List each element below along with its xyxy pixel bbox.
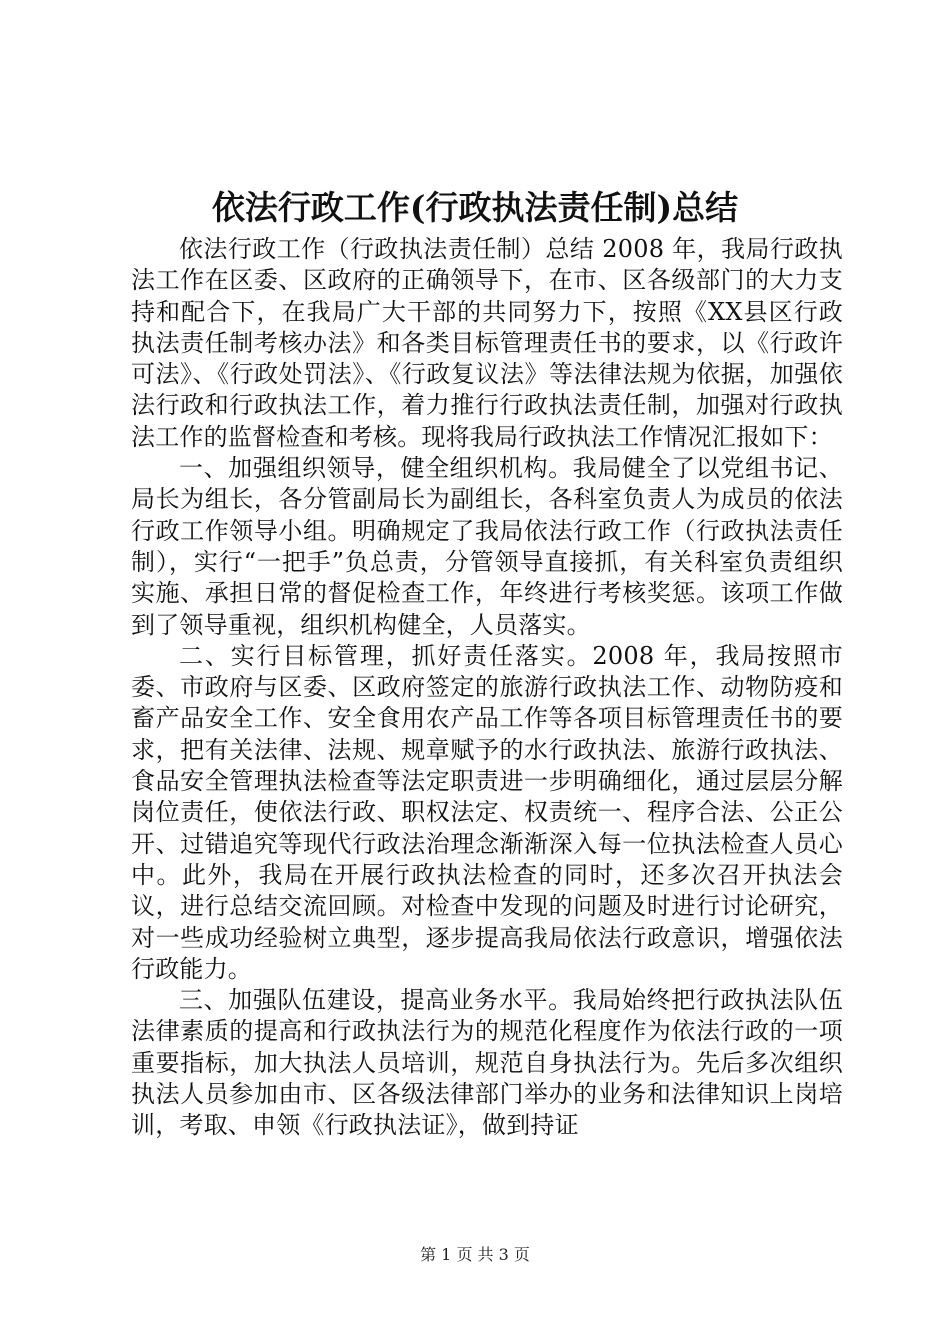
paragraph-intro: 依法行政工作（行政执法责任制）总结 2008 年，我局行政执法工作在区委、区政府的正确领导下，在市、区各级部门的大力支持和配合下，在我局广大干部的共同努力下，按照《XX县区行政执法责任制考核办法》和各类目标管理责任书的要求，以《行政许可法》、《行政处罚法》、《行政复议法》等法律法规为依据，加强依法行政和行政执法工作，着力推行行政执法责任制，加强对行政执法工作的监督检查和考核。现将我局行政执法工作情况汇报如下： [131,235,843,451]
paragraph-section-1: 一、加强组织领导，健全组织机构。我局健全了以党组书记、局长为组长，各分管副局长为副组长，各科室负责人为成员的依法行政工作领导小组。明确规定了我局依法行政工作（行政执法责任制），实行“一把手”负总责，分管领导直接抓，有关科室负责组织实施、承担日常的督促检查工作，年终进行考核奖惩。该项工作做到了领导重视，组织机构健全，人员落实。 [131,454,843,639]
document-body [131,234,843,1142]
document-title: 依法行政工作(行政执法责任制)总结 [211,188,739,227]
paragraph-section-3: 三、加强队伍建设，提高业务水平。我局始终把行政执法队伍法律素质的提高和行政执法行为的规范化程度作为依法行政的一项重要指标，加大执法人员培训，规范自身执法行为。先后多次组织执法人员参加由市、区各级法律部门举办的业务和法律知识上岗培训，考取、申领《行政执法证》，做到持证 [131,986,843,1140]
page-footer: 第 1 页 共 3 页 [420,1245,530,1264]
paragraph-section-2: 二、实行目标管理，抓好责任落实。2008 年，我局按照市委、市政府与区委、区政府签定的旅游行政执法工作、动物防疫和畜产品安全工作、安全食用农产品工作等各项目标管理责任书的要求，把有关法律、法规、规章赋予的水行政执法、旅游行政执法、食品安全管理执法检查等法定职责进一步明确细化，通过层层分解岗位责任，使依法行政、职权法定、权责统一、程序合法、公正公开、过错追究等现代行政法治理念渐渐深入每一位执法检查人员心中。此外，我局在开展行政执法检查的同时，还多次召开执法会议，进行总结交流回顾。对检查中发现的问题及时进行讨论研究，对一些成功经验树立典型，逐步提高我局依法行政意识，增强依法行政能力。 [131,641,843,983]
